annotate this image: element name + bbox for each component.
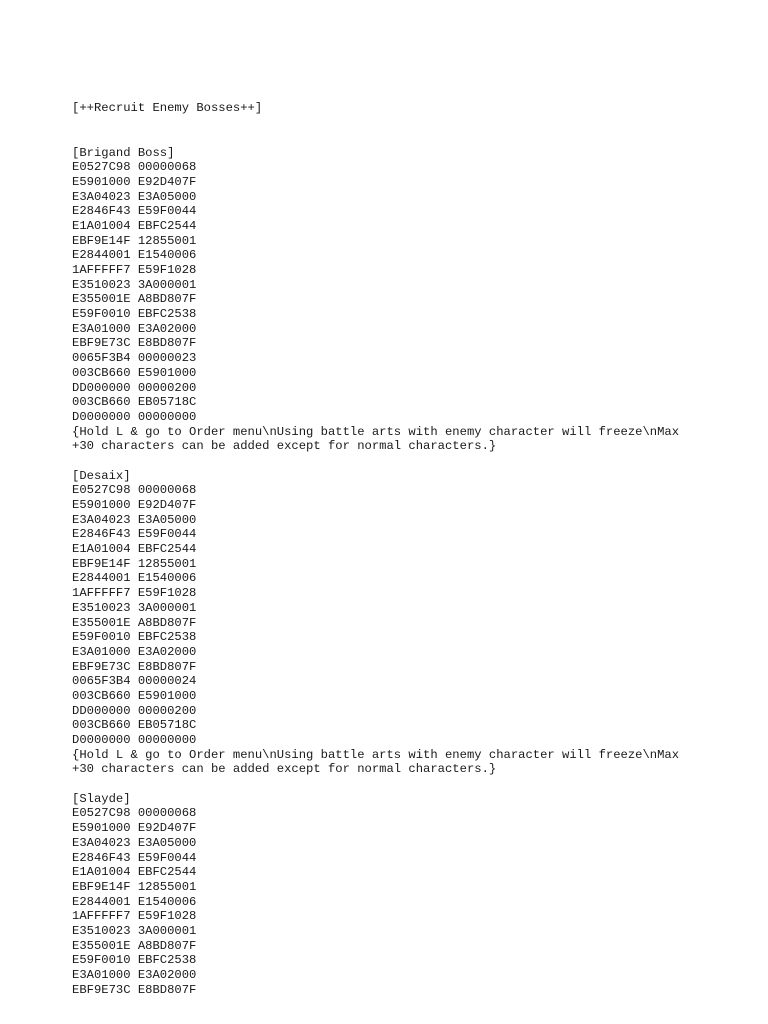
code-line: E2844001 E1540006 xyxy=(72,894,197,909)
code-line: E355001E A8BD807F xyxy=(72,938,197,953)
code-line: E3A04023 E3A05000 xyxy=(72,835,197,850)
section-note-line: {Hold L & go to Order menu\nUsing battle arts with enemy character will freeze\nMax xyxy=(72,424,680,439)
code-line: D0000000 00000000 xyxy=(72,733,197,747)
document-body xyxy=(72,72,752,1012)
cheat-section xyxy=(72,454,752,777)
code-line: E2846F43 E59F0044 xyxy=(72,850,197,865)
cheat-sections xyxy=(72,146,752,998)
section-gap xyxy=(72,454,752,469)
code-line: E3A01000 E3A02000 xyxy=(72,644,197,659)
section-header: [Desaix] xyxy=(72,468,131,483)
code-line: EBF9E14F 12855001 xyxy=(72,233,197,248)
code-line: E2844001 E1540006 xyxy=(72,248,197,263)
code-line: E1A01004 EBFC2544 xyxy=(72,218,197,233)
code-line: E3A04023 E3A05000 xyxy=(72,189,197,204)
code-line: E3A01000 E3A02000 xyxy=(72,968,197,982)
code-line: DD000000 00000200 xyxy=(72,703,197,718)
section-note-line: +30 characters can be added except for normal characters.} xyxy=(72,439,497,454)
code-line: EBF9E14F 12855001 xyxy=(72,879,197,894)
code-line: E3A01000 E3A02000 xyxy=(72,321,197,336)
code-line: E3A04023 E3A05000 xyxy=(72,512,197,527)
code-line: 1AFFFFF7 E59F1028 xyxy=(72,909,197,924)
code-line: E3510023 3A000001 xyxy=(72,600,197,615)
code-line: EBF9E73C E8BD807F xyxy=(72,659,197,674)
code-line: E59F0010 EBFC2538 xyxy=(72,307,197,322)
code-line: 0065F3B4 00000024 xyxy=(72,674,197,689)
section-note-line: {Hold L & go to Order menu\nUsing battle arts with enemy character will freeze\nMax xyxy=(72,747,680,762)
code-line: 003CB660 E5901000 xyxy=(72,688,197,703)
code-line: EBF9E73C E8BD807F xyxy=(72,982,197,997)
code-line: E0527C98 00000068 xyxy=(72,160,197,175)
cheat-section xyxy=(72,146,752,454)
cheat-section xyxy=(72,777,752,997)
code-line: EBF9E14F 12855001 xyxy=(72,556,197,571)
section-gap xyxy=(72,777,752,792)
code-line: E0527C98 00000068 xyxy=(72,806,197,821)
code-line: E0527C98 00000068 xyxy=(72,483,197,498)
section-header: [Brigand Boss] xyxy=(72,145,175,160)
code-line: 003CB660 EB05718C xyxy=(72,395,197,410)
code-line: E355001E A8BD807F xyxy=(72,292,197,307)
document-title: [++Recruit Enemy Bosses++] xyxy=(72,101,263,116)
code-line: E1A01004 EBFC2544 xyxy=(72,865,197,880)
code-line: E3510023 3A000001 xyxy=(72,923,197,938)
code-line: E2844001 E1540006 xyxy=(72,571,197,586)
code-line: EBF9E73C E8BD807F xyxy=(72,336,197,351)
code-line: E355001E A8BD807F xyxy=(72,615,197,630)
code-line: E5901000 E92D407F xyxy=(72,498,197,512)
section-note-line: +30 characters can be added except for normal characters.} xyxy=(72,762,497,777)
section-header: [Slayde] xyxy=(72,791,131,806)
code-line: E1A01004 EBFC2544 xyxy=(72,542,197,557)
code-line: E59F0010 EBFC2538 xyxy=(72,953,197,968)
code-line: 1AFFFFF7 E59F1028 xyxy=(72,263,197,277)
code-line: 0065F3B4 00000023 xyxy=(72,351,197,366)
code-line: E5901000 E92D407F xyxy=(72,821,197,836)
code-line: 003CB660 E5901000 xyxy=(72,365,197,380)
code-line: E2846F43 E59F0044 xyxy=(72,527,197,542)
code-line: D0000000 00000000 xyxy=(72,409,197,424)
code-line: 1AFFFFF7 E59F1028 xyxy=(72,586,197,601)
code-line: E3510023 3A000001 xyxy=(72,277,197,292)
code-line: E2846F43 E59F0044 xyxy=(72,204,197,219)
code-line: E59F0010 EBFC2538 xyxy=(72,630,197,645)
code-line: 003CB660 EB05718C xyxy=(72,718,197,733)
code-line: DD000000 00000200 xyxy=(72,380,197,395)
code-line: E5901000 E92D407F xyxy=(72,174,197,189)
